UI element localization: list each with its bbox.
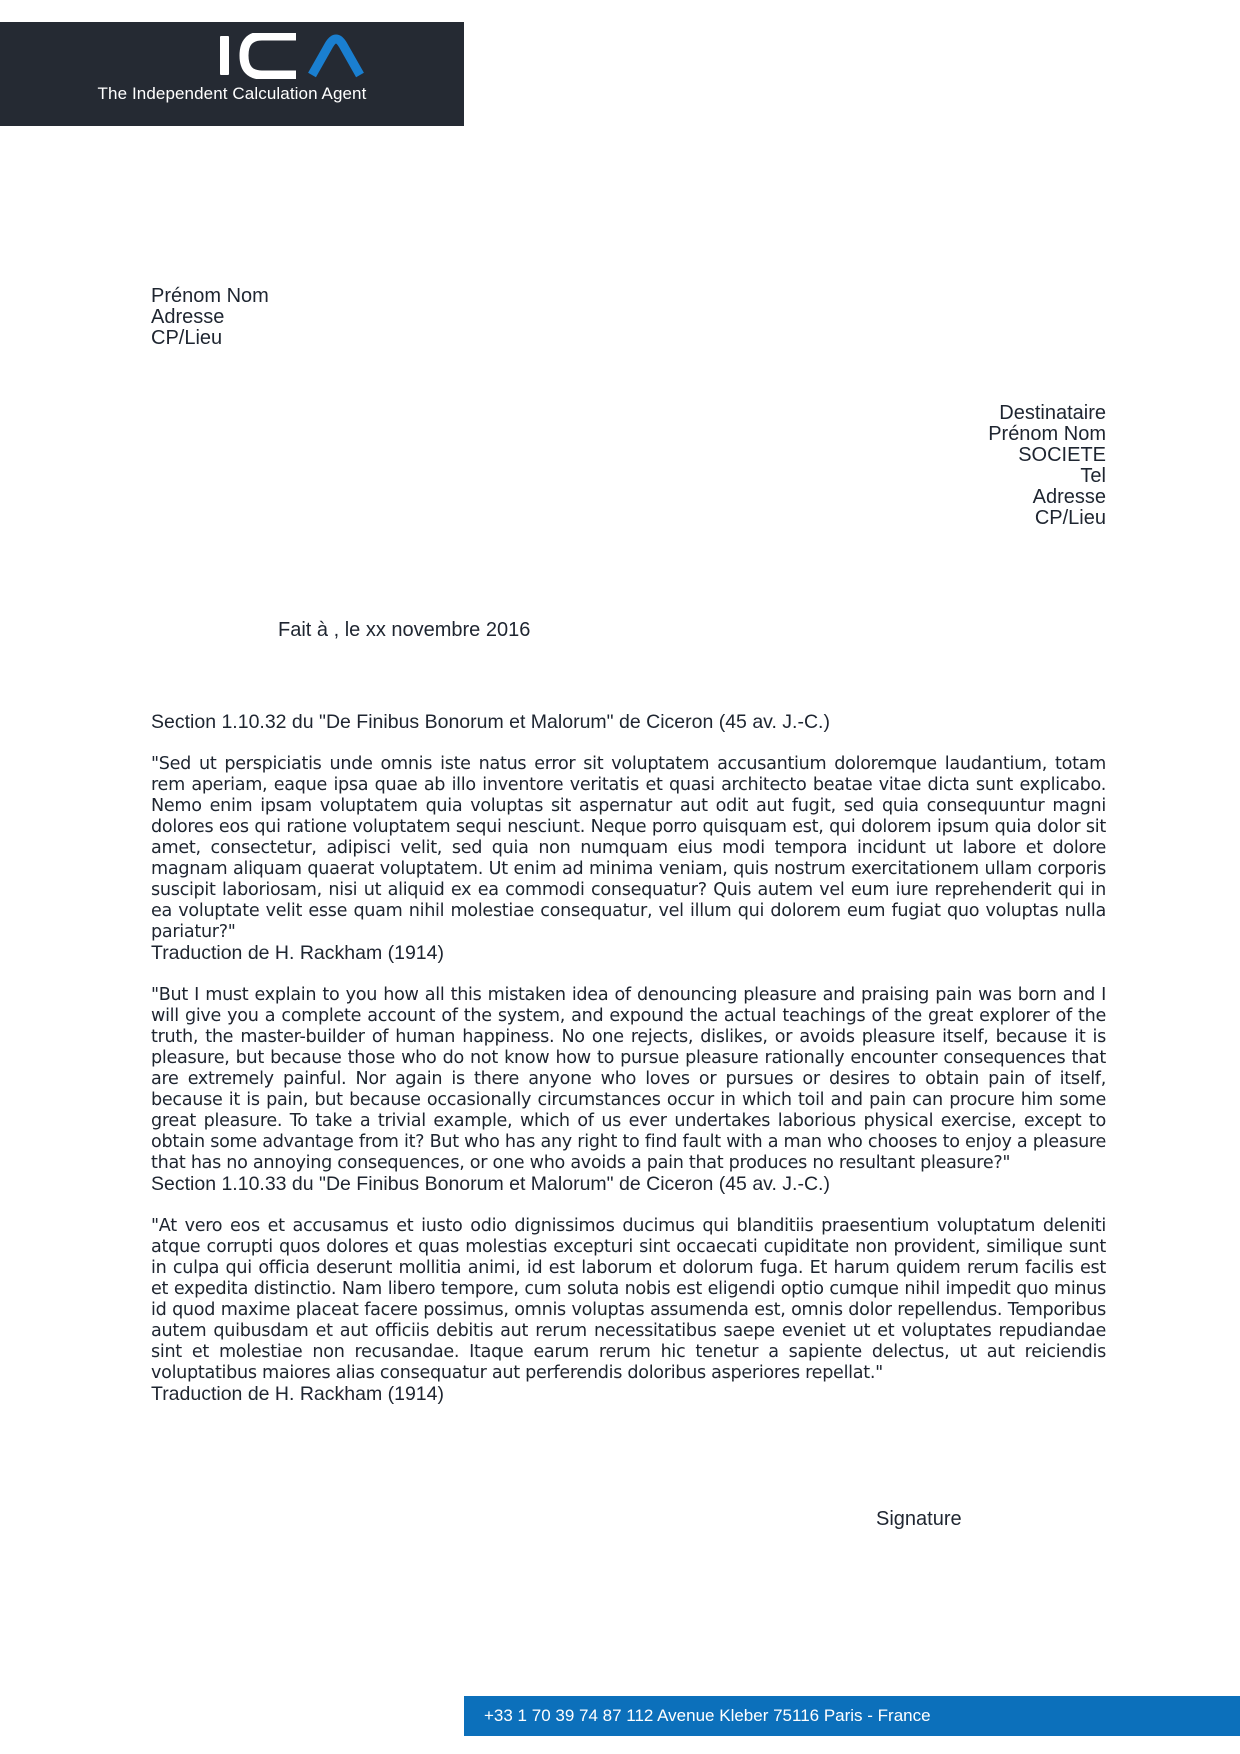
recipient-title: Destinataire xyxy=(999,402,1106,424)
recipient-postal: CP/Lieu xyxy=(1034,507,1106,529)
recipient-name: Prénom Nom xyxy=(988,423,1106,445)
quote-paragraph-2: "But I must explain to you how all this mistaken idea of denouncing pleasure and praising pain was born and I will give you a complete account of the system, and expound the actual teachings of the great explorer of the truth, the master-builder of human happiness. No one rejects, dislikes, or avoids pleasure itself, because it is pleasure, but because those who do not know how to pursue pleasure rationally encounter consequences that are extremely painful. Nor again is there anyone who loves or pursues or desires to obtain pain of itself, because it is pain, but because occasionally circumstances occur in which toil and pain can procure him some great pleasure. To take a trivial example, which of us ever undertakes laborious physical exercise, except to obtain some advantage from it? But who has any right to find fault with a man who chooses to enjoy a pleasure that has no annoying consequences, or one who avoids a pain that produces no resultant pleasure?" xyxy=(151,985,1106,1173)
sender-name: Prénom Nom xyxy=(151,285,269,307)
recipient-tel: Tel xyxy=(1080,465,1106,487)
footer-contact-text: +33 1 70 39 74 87 112 Avenue Kleber 75116 Paris - France xyxy=(484,1706,931,1725)
recipient-company: SOCIETE xyxy=(1018,444,1106,466)
company-tagline: The Independent Calculation Agent xyxy=(97,84,367,103)
section-heading-2: Section 1.10.33 du "De Finibus Bonorum et Malorum" de Ciceron (45 av. J.-C.) xyxy=(151,1173,830,1195)
recipient-address-block xyxy=(850,403,1106,529)
footer-contact-bar xyxy=(464,1696,1240,1736)
signature-line: Signature xyxy=(876,1508,962,1530)
translation-attribution-1: Traduction de H. Rackham (1914) xyxy=(151,942,444,964)
quote-paragraph-1: "Sed ut perspiciatis unde omnis iste natus error sit voluptatem accusantium doloremque laudantium, totam rem aperiam, eaque ipsa quae ab illo inventore veritatis et quasi architecto beatae vitae dicta sunt explicabo. Nemo enim ipsam voluptatem quia voluptas sit aspernatur aut odit aut fugit, sed quia consequuntur magni dolores eos qui ratione voluptatem sequi nesciunt. Neque porro quisquam est, qui dolorem ipsum quia dolor sit amet, consectetur, adipisci velit, sed quia non numquam eius modi tempora incidunt ut labore et dolore magnam aliquam quaerat voluptatem. Ut enim ad minima veniam, quis nostrum exercitationem ullam corporis suscipit laboriosam, nisi ut aliquid ex ea commodi consequatur? Quis autem vel eum iure reprehenderit qui in ea voluptate velit esse quam nihil molestiae consequatur, vel illum qui dolorem eum fugiat quo voluptas nulla pariatur?" xyxy=(151,754,1106,942)
letter-body xyxy=(151,712,1106,1426)
sender-address: Adresse xyxy=(151,306,225,328)
translation-attribution-2: Traduction de H. Rackham (1914) xyxy=(151,1383,444,1405)
letterhead-banner xyxy=(0,22,464,126)
sender-postal: CP/Lieu xyxy=(151,327,223,349)
letter-date: Fait à , le xx novembre 2016 xyxy=(278,619,531,641)
recipient-address: Adresse xyxy=(1032,486,1106,508)
quote-paragraph-3: "At vero eos et accusamus et iusto odio dignissimos ducimus qui blanditiis praesentium voluptatum deleniti atque corrupti quos dolores et quas molestias excepturi sint occaecati cupiditate non provident, similique sunt in culpa qui officia deserunt mollitia animi, id est laborum et dolorum fuga. Et harum quidem rerum facilis est et expedita distinctio. Nam libero tempore, cum soluta nobis est eligendi optio cumque nihil impedit quo minus id quod maxime placeat facere possimus, omnis voluptas assumenda est, omnis dolor repellendus. Temporibus autem quibusdam et aut officiis debitis aut rerum necessitatibus saepe eveniet ut et voluptates repudiandae sint et molestiae non recusandae. Itaque earum rerum hic tenetur a sapiente delectus, ut aut reiciendis voluptatibus maiores alias consequatur aut perferendis doloribus asperiores repellat." xyxy=(151,1216,1106,1383)
section-heading-1: Section 1.10.32 du "De Finibus Bonorum et Malorum" de Ciceron (45 av. J.-C.) xyxy=(151,711,830,733)
ica-logo xyxy=(210,33,386,79)
sender-address-block xyxy=(151,286,269,349)
